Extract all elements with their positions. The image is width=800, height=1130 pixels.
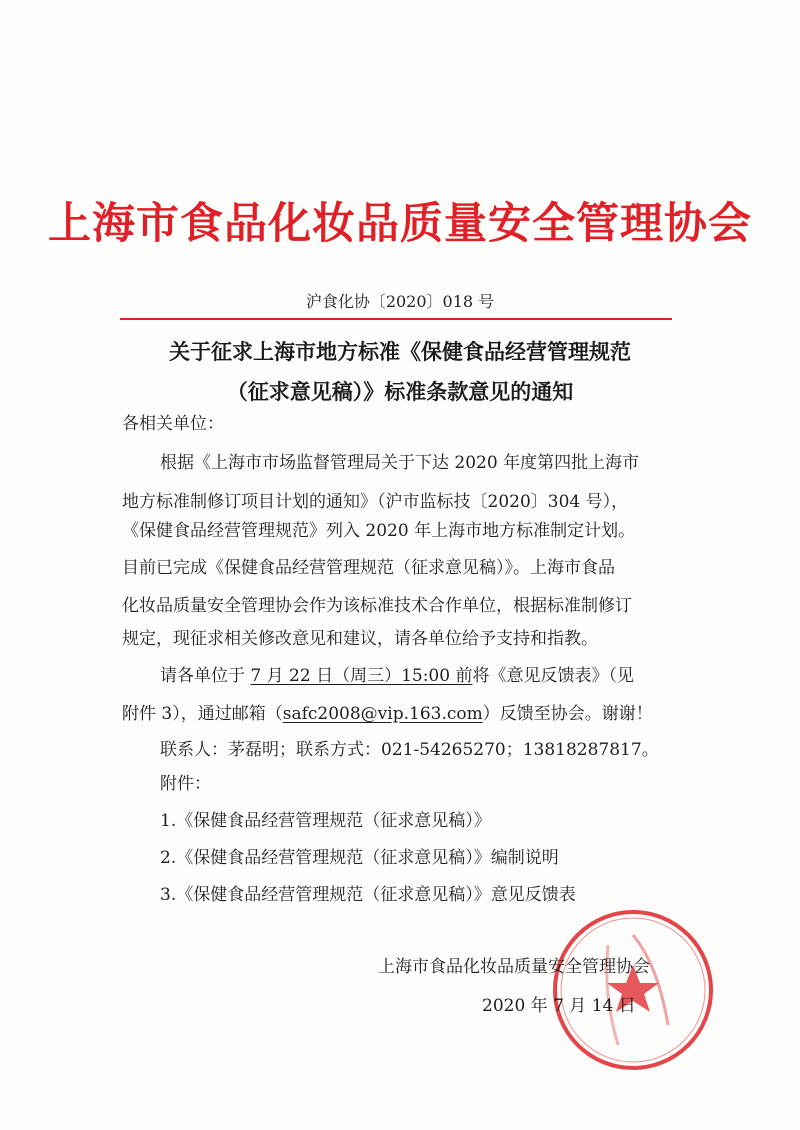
deadline-suffix: 将《意见反馈表》（见 <box>472 666 634 686</box>
signature-date: 2020 年 7 月 14 日 <box>482 996 636 1016</box>
attachment-item: 3.《保健食品经营管理规范（征求意见稿）》意见反馈表 <box>160 885 576 905</box>
feedback-email-link[interactable]: safc2008@vip.163.com <box>282 704 483 724</box>
email-suffix: ）反馈至协会。谢谢！ <box>482 704 653 724</box>
attachment-item: 1.《保健食品经营管理规范（征求意见稿）》 <box>160 811 491 831</box>
org-letterhead-title: 上海市食品化妆品质量安全管理协会 <box>48 199 752 249</box>
attachment-item: 2.《保健食品经营管理规范（征求意见稿）》编制说明 <box>160 848 559 868</box>
paragraph-1-line: 化妆品质量安全管理协会作为该标准技术合作单位，根据标准制修订 <box>122 596 632 616</box>
paragraph-1-line: 目前已完成《保健食品经营管理规范（征求意见稿）》。上海市食品 <box>122 558 615 578</box>
paragraph-1-line: 根据《上海市市场监督管理局关于下达 2020 年度第四批上海市 <box>160 453 640 473</box>
document-number: 沪食化协〔2020〕018 号 <box>305 292 495 311</box>
contact-line: 联系人：茅磊明；联系方式：021-54265270；13818287817。 <box>160 740 659 760</box>
notice-title-line-2: （征求意见稿）》标准条款意见的通知 <box>226 380 574 404</box>
attachments-heading: 附件： <box>160 774 211 794</box>
deadline-text: 7 月 22 日（周三）15:00 前 <box>250 666 473 686</box>
paragraph-1-line: 地方标准制修订项目计划的通知》（沪市监标技〔2020〕304 号）， <box>122 492 629 512</box>
email-prefix: 附件 3），通过邮箱（ <box>122 704 283 724</box>
letterhead-red-rule <box>120 318 672 320</box>
paragraph-2-line-2 <box>122 703 653 725</box>
official-seal-stamp <box>548 905 718 1075</box>
paragraph-1-line: 规定，现征求相关修改意见和建议，请各单位给予支持和指教。 <box>122 629 598 649</box>
notice-title-line-1: 关于征求上海市地方标准《保健食品经营管理规范 <box>169 340 631 364</box>
salutation: 各相关单位： <box>122 414 224 434</box>
paragraph-1-line: 《保健食品经营管理规范》列入 2020 年上海市地方标准制定计划。 <box>122 521 636 541</box>
paragraph-2-line-1 <box>160 665 634 687</box>
deadline-prefix: 请各单位于 <box>160 666 251 686</box>
signature-organization: 上海市食品化妆品质量安全管理协会 <box>378 957 650 977</box>
